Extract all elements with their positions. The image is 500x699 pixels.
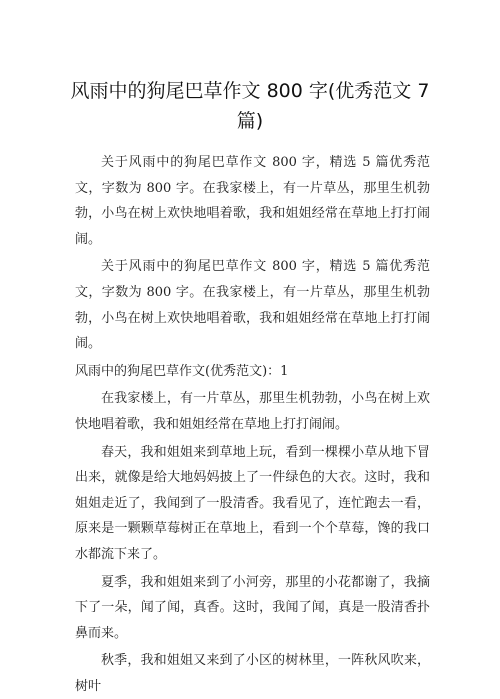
paragraph: 在我家楼上，有一片草丛，那里生机勃勃，小鸟在树上欢快地唱着歌，我和姐姐经常在草地上打打闹闹。	[75, 391, 430, 432]
paragraph: 秋季，我和姐姐又来到了小区的树林里，一阵秋风吹来，树叶	[75, 653, 430, 694]
paragraph: 夏季，我和姐姐来到了小河旁，那里的小花都谢了，我摘下了一朵，闻了闻，真香。这时，我闻了闻，真是一股清香扑鼻而来。	[75, 574, 430, 641]
document-title: 风雨中的狗尾巴草作文 800 字(优秀范文 7 篇)	[70, 80, 430, 132]
document-body	[75, 150, 430, 699]
paragraph: 关于风雨中的狗尾巴草作文 800 字，精选 5 篇优秀范文，字数为 800 字。在我家楼上，有一片草丛，那里生机勃勃，小鸟在树上欢快地唱着歌，我和姐姐经常在草地上打打闹闹。	[75, 259, 430, 352]
section-heading: 风雨中的狗尾巴草作文(优秀范文)：1	[75, 363, 289, 379]
paragraph: 关于风雨中的狗尾巴草作文 800 字，精选 5 篇优秀范文，字数为 800 字。在我家楼上，有一片草丛，那里生机勃勃，小鸟在树上欢快地唱着歌，我和姐姐经常在草地上打打闹闹。	[75, 155, 430, 247]
paragraph: 春天，我和姐姐来到草地上玩，看到一棵棵小草从地下冒出来，就像是给大地妈妈披上了一件绿色的大衣。这时，我和姐姐走近了，我闻到了一股清香。我看见了，连忙跑去一看，原来是一颗颗草莓树正在草地上，看到一个个草莓，馋的我口水都流下来了。	[75, 444, 430, 562]
